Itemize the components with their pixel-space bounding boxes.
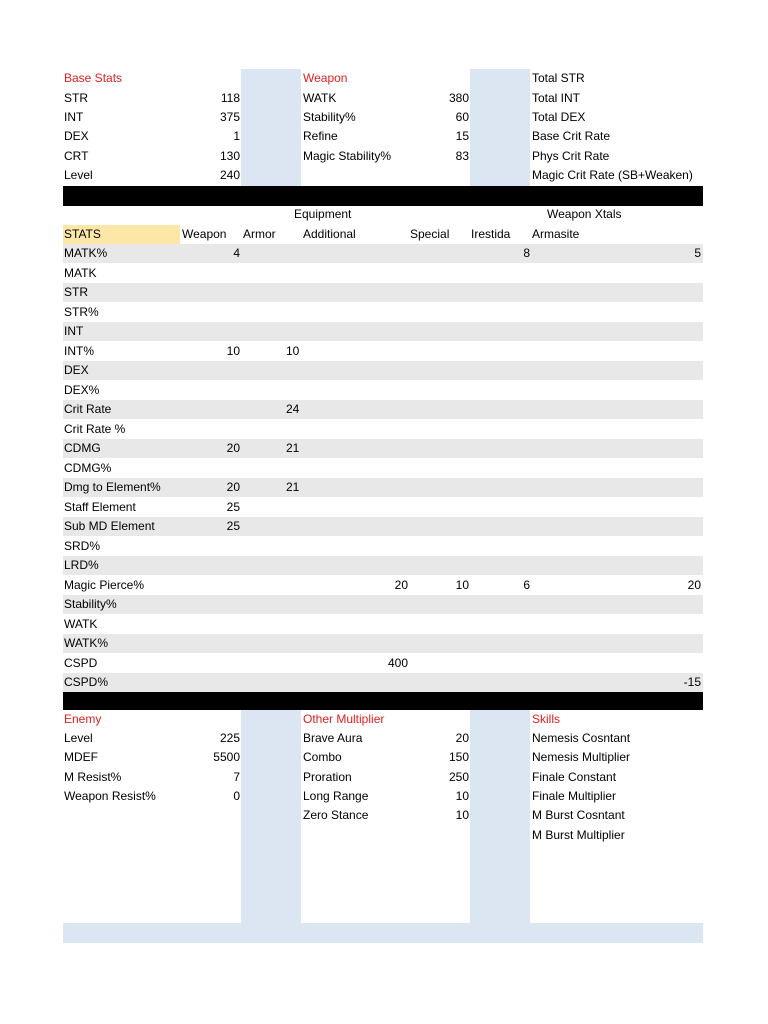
enemy-label: MDEF [64, 750, 98, 764]
stat-value[interactable]: 375 [219, 110, 240, 124]
table-cell-additional[interactable] [301, 322, 408, 341]
table-cell-special[interactable] [410, 381, 469, 400]
table-cell-weapon[interactable] [180, 576, 240, 595]
base-stats-title: Base Stats [64, 71, 123, 85]
table-row-stat-label: Dmg to Element% [64, 480, 161, 494]
table-cell-additional[interactable] [301, 342, 408, 361]
enemy-label: Weapon Resist% [64, 789, 156, 803]
table-row-stat-label: MATK [64, 266, 97, 280]
table-row-stat-label: SRD% [64, 539, 101, 553]
weapon-title: Weapon [303, 71, 348, 85]
table-cell-armasite[interactable] [530, 634, 701, 653]
table-cell-additional[interactable]: 20 [394, 578, 408, 592]
table-cell-special[interactable] [410, 498, 469, 517]
table-cell-special[interactable] [410, 322, 469, 341]
table-row-stat-label: INT% [64, 344, 94, 358]
table-cell-weapon[interactable] [180, 283, 240, 302]
table-cell-irestida[interactable] [470, 420, 530, 439]
table-row-stat-label: DEX [64, 363, 89, 377]
table-cell-weapon[interactable] [180, 303, 240, 322]
table-cell-additional[interactable] [301, 556, 408, 575]
table-cell-armasite[interactable] [530, 517, 701, 536]
table-cell-armor[interactable]: 10 [286, 344, 300, 358]
table-cell-weapon[interactable]: 10 [226, 344, 240, 358]
table-cell-armasite[interactable] [530, 283, 701, 302]
multiplier-label: Proration [303, 770, 352, 784]
weapon-label: WATK [303, 91, 337, 105]
header-stats: STATS [64, 227, 101, 241]
table-cell-additional[interactable] [301, 459, 408, 478]
table-cell-weapon[interactable] [180, 361, 240, 380]
table-cell-special[interactable] [410, 654, 469, 673]
table-cell-additional[interactable] [301, 244, 408, 263]
bottom-blue-bar [63, 923, 703, 943]
table-cell-weapon[interactable] [180, 615, 240, 634]
table-cell-armor[interactable]: 21 [286, 441, 300, 455]
table-row-stat-label: MATK% [64, 246, 108, 260]
skill-label: M Burst Multiplier [532, 828, 625, 842]
table-row-stat-label: DEX% [64, 383, 100, 397]
multiplier-value[interactable]: 250 [448, 770, 469, 784]
header-irestida: Irestida [471, 227, 511, 241]
table-cell-special[interactable] [410, 361, 469, 380]
table-cell-irestida[interactable] [470, 322, 530, 341]
table-cell-armasite[interactable]: 20 [687, 578, 701, 592]
table-cell-irestida[interactable] [470, 537, 530, 556]
table-cell-weapon[interactable] [180, 556, 240, 575]
stat-label: Level [64, 168, 93, 182]
header-armasite: Armasite [532, 227, 580, 241]
table-row-stat-label: LRD% [64, 558, 99, 572]
enemy-title: Enemy [64, 712, 102, 726]
table-cell-additional[interactable]: 400 [387, 656, 408, 670]
table-cell-armasite[interactable] [530, 615, 701, 634]
stat-label: STR [64, 91, 88, 105]
weapon-value[interactable]: 15 [455, 129, 469, 143]
table-row-stat-label: Staff Element [64, 500, 136, 514]
table-cell-armasite[interactable] [530, 654, 701, 673]
table-row-stat-label: Crit Rate [64, 402, 112, 416]
weapon-value[interactable]: 83 [455, 149, 469, 163]
table-cell-irestida[interactable]: 6 [523, 578, 530, 592]
table-cell-weapon[interactable]: 20 [226, 441, 240, 455]
table-cell-weapon[interactable]: 25 [226, 519, 240, 533]
table-cell-special[interactable] [410, 556, 469, 575]
separator-bar-top [63, 186, 703, 206]
total-label: Total DEX [532, 110, 586, 124]
table-row-stat-label: CSPD% [64, 675, 109, 689]
table-cell-additional[interactable] [301, 439, 408, 458]
other-multiplier-title: Other Multiplier [303, 712, 385, 726]
table-cell-weapon[interactable] [180, 537, 240, 556]
table-cell-irestida[interactable] [470, 634, 530, 653]
table-cell-weapon[interactable] [180, 264, 240, 283]
table-cell-special[interactable] [410, 244, 469, 263]
table-row-stat-label: Crit Rate % [64, 422, 126, 436]
table-cell-special[interactable] [410, 439, 469, 458]
multiplier-value[interactable]: 10 [455, 808, 469, 822]
table-cell-special[interactable] [410, 400, 469, 419]
skill-label: Finale Constant [532, 770, 617, 784]
table-cell-special[interactable] [410, 283, 469, 302]
table-cell-armasite[interactable] [530, 556, 701, 575]
table-cell-irestida[interactable] [470, 478, 530, 497]
weapon-label: Magic Stability% [303, 149, 392, 163]
table-cell-additional[interactable] [301, 361, 408, 380]
table-cell-armasite[interactable] [530, 478, 701, 497]
skills-title: Skills [532, 712, 561, 726]
table-cell-weapon[interactable] [180, 595, 240, 614]
enemy-value[interactable]: 7 [233, 770, 240, 784]
table-cell-special[interactable] [410, 420, 469, 439]
table-cell-special[interactable] [410, 595, 469, 614]
stat-value[interactable]: 240 [219, 168, 240, 182]
table-cell-weapon[interactable] [180, 459, 240, 478]
enemy-value[interactable]: 5500 [213, 750, 240, 764]
table-cell-additional[interactable] [301, 673, 408, 692]
table-cell-armasite[interactable] [530, 537, 701, 556]
table-row-stat-label: WATK% [64, 636, 108, 650]
separator-bar-bottom [63, 690, 703, 710]
multiplier-value[interactable]: 150 [448, 750, 469, 764]
total-label: Total INT [532, 91, 581, 105]
table-row-stat-label: WATK [64, 617, 98, 631]
table-cell-irestida[interactable] [470, 264, 530, 283]
table-cell-irestida[interactable] [470, 595, 530, 614]
table-cell-additional[interactable] [301, 595, 408, 614]
enemy-value[interactable]: 0 [233, 789, 240, 803]
table-cell-weapon[interactable] [180, 654, 240, 673]
table-cell-additional[interactable] [301, 400, 408, 419]
weapon-value-column-highlight [470, 69, 530, 186]
table-cell-weapon[interactable] [180, 673, 240, 692]
table-cell-irestida[interactable] [470, 673, 530, 692]
table-cell-special[interactable] [410, 303, 469, 322]
multiplier-label: Brave Aura [303, 731, 363, 745]
table-cell-irestida[interactable] [470, 400, 530, 419]
table-cell-additional[interactable] [301, 537, 408, 556]
table-row-stat-label: Sub MD Element [64, 519, 155, 533]
table-cell-armasite[interactable] [530, 439, 701, 458]
skill-label: M Burst Cosntant [532, 808, 625, 822]
table-cell-weapon[interactable] [180, 634, 240, 653]
table-cell-irestida[interactable] [470, 498, 530, 517]
table-row-stat-label: CDMG% [64, 461, 112, 475]
skill-label: Nemesis Cosntant [532, 731, 631, 745]
table-cell-additional[interactable] [301, 517, 408, 536]
table-cell-special[interactable] [410, 342, 469, 361]
table-cell-special[interactable] [410, 459, 469, 478]
table-cell-weapon[interactable] [180, 381, 240, 400]
enemy-value-column-highlight [241, 710, 301, 923]
table-cell-weapon[interactable]: 20 [226, 480, 240, 494]
table-cell-additional[interactable] [301, 498, 408, 517]
table-cell-irestida[interactable] [470, 459, 530, 478]
table-cell-additional[interactable] [301, 420, 408, 439]
multiplier-label: Long Range [303, 789, 369, 803]
table-cell-special[interactable] [410, 537, 469, 556]
table-row-stat-label: INT [64, 324, 84, 338]
table-cell-special[interactable] [410, 615, 469, 634]
table-cell-weapon[interactable] [180, 420, 240, 439]
table-cell-weapon[interactable] [180, 322, 240, 341]
table-cell-armasite[interactable] [530, 303, 701, 322]
header-armor: Armor [243, 227, 276, 241]
table-cell-additional[interactable] [301, 283, 408, 302]
table-cell-armasite[interactable] [530, 595, 701, 614]
table-cell-irestida[interactable] [470, 361, 530, 380]
table-cell-weapon[interactable]: 4 [233, 246, 240, 260]
table-cell-irestida[interactable] [470, 439, 530, 458]
table-cell-irestida[interactable] [470, 342, 530, 361]
enemy-value[interactable]: 225 [219, 731, 240, 745]
table-row-stat-label: Magic Pierce% [64, 578, 145, 592]
table-cell-irestida[interactable] [470, 283, 530, 302]
table-cell-armasite[interactable] [530, 498, 701, 517]
table-row-stat-label: STR [64, 285, 88, 299]
table-cell-special[interactable] [410, 673, 469, 692]
table-cell-armasite[interactable] [530, 381, 701, 400]
multiplier-value[interactable]: 10 [455, 789, 469, 803]
table-row-stat-label: Stability% [64, 597, 117, 611]
weapon-value[interactable]: 60 [455, 110, 469, 124]
weapon-value[interactable]: 380 [448, 91, 469, 105]
table-cell-additional[interactable] [301, 615, 408, 634]
table-cell-special[interactable] [410, 264, 469, 283]
table-cell-irestida[interactable] [470, 517, 530, 536]
stat-label: INT [64, 110, 84, 124]
table-cell-irestida[interactable] [470, 615, 530, 634]
table-cell-irestida[interactable] [470, 556, 530, 575]
stat-value[interactable]: 130 [219, 149, 240, 163]
stat-label: CRT [64, 149, 89, 163]
header-additional: Additional [303, 227, 356, 241]
table-cell-additional[interactable] [301, 634, 408, 653]
table-row-stat-label: CDMG [64, 441, 101, 455]
multiplier-label: Combo [303, 750, 342, 764]
header-weapon: Weapon [182, 227, 227, 241]
table-cell-special[interactable]: 10 [455, 578, 469, 592]
table-cell-armor[interactable]: 24 [286, 402, 300, 416]
total-label: Magic Crit Rate (SB+Weaken) [532, 168, 693, 182]
table-cell-special[interactable] [410, 634, 469, 653]
table-cell-irestida[interactable]: 8 [523, 246, 530, 260]
weapon-label: Stability% [303, 110, 356, 124]
table-cell-additional[interactable] [301, 264, 408, 283]
table-cell-armasite[interactable] [530, 361, 701, 380]
header-special: Special [410, 227, 450, 241]
skill-label: Finale Multiplier [532, 789, 617, 803]
table-cell-irestida[interactable] [470, 381, 530, 400]
table-cell-armasite[interactable]: 5 [694, 246, 701, 260]
base-stats-value-column-highlight [241, 69, 301, 186]
table-cell-armasite[interactable]: -15 [683, 675, 701, 689]
table-cell-weapon[interactable]: 25 [226, 500, 240, 514]
table-cell-irestida[interactable] [470, 303, 530, 322]
equipment-group-label: Equipment [294, 207, 352, 221]
stat-value[interactable]: 118 [220, 91, 240, 105]
table-cell-armasite[interactable] [530, 264, 701, 283]
table-cell-armasite[interactable] [530, 420, 701, 439]
table-cell-armor[interactable]: 21 [286, 480, 300, 494]
total-label: Total STR [532, 71, 585, 85]
table-cell-additional[interactable] [301, 303, 408, 322]
table-cell-armasite[interactable] [530, 322, 701, 341]
total-label: Base Crit Rate [532, 129, 611, 143]
table-cell-armasite[interactable] [530, 459, 701, 478]
multiplier-value-column-highlight [470, 710, 530, 923]
table-cell-additional[interactable] [301, 381, 408, 400]
multiplier-label: Zero Stance [303, 808, 369, 822]
weapon-label: Refine [303, 129, 338, 143]
weapon-xtals-group-label: Weapon Xtals [547, 207, 622, 221]
table-cell-irestida[interactable] [470, 654, 530, 673]
skill-label: Nemesis Multiplier [532, 750, 631, 764]
table-cell-special[interactable] [410, 478, 469, 497]
stat-value[interactable]: 1 [233, 129, 240, 143]
total-label: Phys Crit Rate [532, 149, 610, 163]
table-row-stat-label: CSPD [64, 656, 98, 670]
table-row-stat-label: STR% [64, 305, 99, 319]
enemy-label: Level [64, 731, 93, 745]
table-cell-armasite[interactable] [530, 342, 701, 361]
stat-label: DEX [64, 129, 89, 143]
table-cell-armasite[interactable] [530, 400, 701, 419]
table-cell-additional[interactable] [301, 478, 408, 497]
table-cell-special[interactable] [410, 517, 469, 536]
table-cell-weapon[interactable] [180, 400, 240, 419]
multiplier-value[interactable]: 20 [455, 731, 469, 745]
enemy-label: M Resist% [64, 770, 122, 784]
